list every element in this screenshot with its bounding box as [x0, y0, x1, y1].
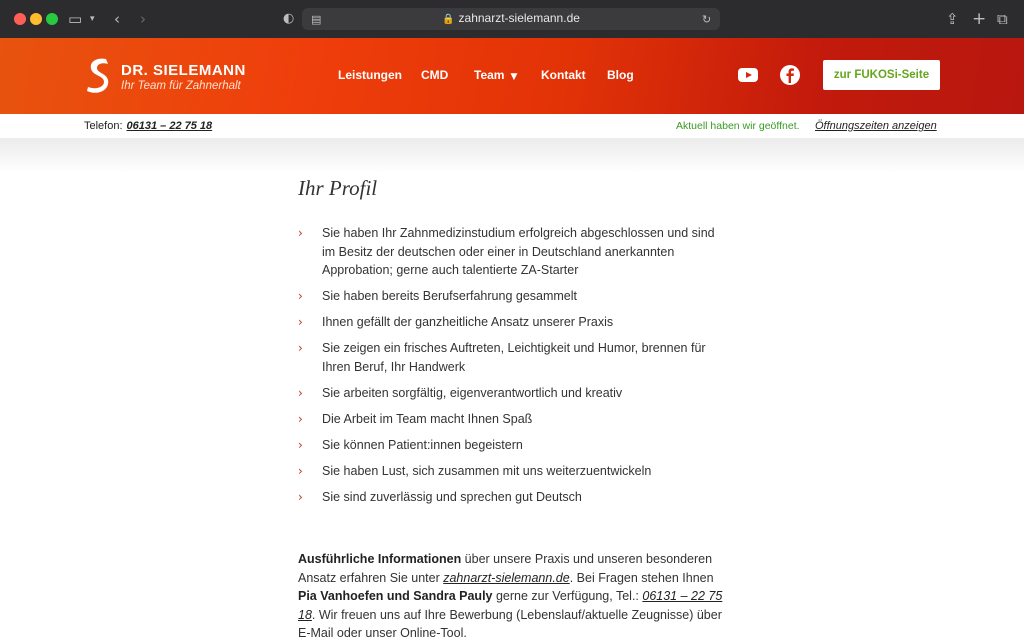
opening-hours-link[interactable]: Öffnungszeiten anzeigen — [815, 120, 937, 132]
logo-tagline: Ihr Team für Zahnerhalt — [121, 80, 241, 92]
chevron-right-icon: › — [298, 341, 303, 355]
address-bar[interactable] — [302, 8, 720, 30]
nav-cmd[interactable]: CMD — [421, 68, 449, 82]
nav-leistungen[interactable]: Leistungen — [338, 68, 403, 82]
para-text: gerne zur Verfügung, Tel.: — [492, 589, 643, 603]
info-bar — [0, 114, 1024, 139]
nav-team[interactable] — [474, 68, 517, 82]
header-shadow — [0, 139, 1024, 173]
para-bold-info: Ausführliche Informationen — [298, 552, 462, 566]
page-icon: ▤ — [311, 13, 322, 26]
list-item — [298, 462, 728, 481]
share-icon[interactable]: ⇪ — [946, 10, 959, 28]
chevron-right-icon: › — [298, 315, 303, 329]
list-item — [298, 384, 728, 403]
para-text: über unsere Praxis und unseren besonderen Ansatz erfahren Sie unter — [298, 552, 713, 585]
list-item — [298, 436, 728, 455]
nav-team-label: Team — [474, 68, 505, 82]
list-item-text: Die Arbeit im Team macht Ihnen Spaß — [322, 411, 533, 426]
chevron-down-icon[interactable]: ▾ — [90, 14, 95, 24]
para-phone-link[interactable]: 06131 – 22 75 18 — [298, 589, 723, 622]
site-header — [0, 38, 1024, 114]
nav-kontakt[interactable]: Kontakt — [541, 68, 586, 82]
phone-link[interactable]: 06131 – 22 75 18 — [126, 120, 213, 132]
phone-label: Telefon: — [84, 120, 123, 132]
open-status: Aktuell haben wir geöffnet. — [676, 120, 800, 132]
back-icon[interactable]: ‹ — [114, 10, 120, 28]
list-item-text: Sie haben bereits Berufserfahrung gesammelt — [322, 289, 578, 303]
para-text: . Bei Fragen stehen Ihnen — [569, 570, 714, 585]
facebook-icon[interactable] — [779, 64, 801, 86]
list-item-text: Sie arbeiten sorgfältig, eigenverantwortlich und kreativ — [322, 385, 623, 400]
para-contact-names: Pia Vanhoefen und Sandra Pauly — [298, 589, 493, 603]
list-item-text: Sie sind zuverlässig und sprechen gut Deutsch — [322, 489, 582, 504]
list-item-text: Ihnen gefällt der ganzheitliche Ansatz unserer Praxis — [322, 315, 614, 329]
lock-icon: 🔒 — [442, 14, 455, 25]
page-heading: Ihr Profil — [298, 176, 378, 200]
reload-icon[interactable]: ↻ — [702, 13, 712, 26]
chevron-right-icon: › — [298, 489, 303, 504]
chevron-right-icon: › — [298, 411, 303, 426]
info-paragraph — [298, 550, 726, 643]
url-text: zahnarzt-sielemann.de — [458, 11, 580, 25]
chevron-right-icon: › — [298, 289, 303, 303]
logo-icon[interactable] — [84, 56, 114, 94]
list-item — [298, 488, 728, 507]
list-item — [298, 313, 728, 332]
browser-toolbar — [0, 0, 1024, 38]
chevron-right-icon: › — [298, 385, 303, 400]
list-item — [298, 339, 728, 376]
phone-block — [84, 120, 212, 132]
chevron-right-icon: › — [298, 463, 303, 478]
maximize-window-button[interactable] — [46, 13, 58, 25]
list-item-text: Sie haben Ihr Zahnmedizinstudium erfolgreich abgeschlossen und sind im Besitz der deutschen oder einer in Deutschland anerkannten Approbation; gerne auch talentierte ZA-Starter — [322, 226, 715, 277]
close-window-button[interactable] — [14, 13, 26, 25]
list-item-text: Sie zeigen ein frisches Auftreten, Leichtigkeit und Humor, brennen für Ihren Beruf, Ihr Handwerk — [322, 341, 706, 374]
shield-icon[interactable]: ◐ — [283, 11, 295, 26]
list-item-text: Sie können Patient:innen begeistern — [322, 437, 523, 452]
list-item-text: Sie haben Lust, sich zusammen mit uns weiterzuentwickeln — [322, 463, 652, 478]
website-link[interactable]: zahnarzt-sielemann.de — [443, 570, 570, 585]
chevron-down-icon: ▼ — [510, 72, 518, 82]
chevron-right-icon: › — [298, 226, 303, 240]
minimize-window-button[interactable] — [30, 13, 42, 25]
logo-name[interactable]: DR. SIELEMANN — [121, 62, 246, 79]
youtube-icon[interactable] — [737, 64, 759, 86]
sidebar-toggle-icon[interactable]: ▭ — [68, 10, 83, 28]
list-item — [298, 410, 728, 429]
forward-icon[interactable]: › — [140, 10, 146, 28]
chevron-right-icon: › — [298, 437, 303, 452]
profile-list — [298, 224, 728, 514]
list-item — [298, 224, 728, 280]
tab-overview-icon[interactable]: ⧉ — [997, 10, 1008, 28]
nav-blog[interactable]: Blog — [607, 68, 634, 82]
new-tab-icon[interactable]: + — [972, 9, 987, 29]
list-item — [298, 287, 728, 306]
para-text: . Wir freuen uns auf Ihre Bewerbung (Lebenslauf/aktuelle Zeugnisse) über E-Mail oder unser Online-Tool. — [298, 607, 722, 640]
fukosi-button[interactable]: zur FUKOSi-Seite — [823, 60, 940, 90]
